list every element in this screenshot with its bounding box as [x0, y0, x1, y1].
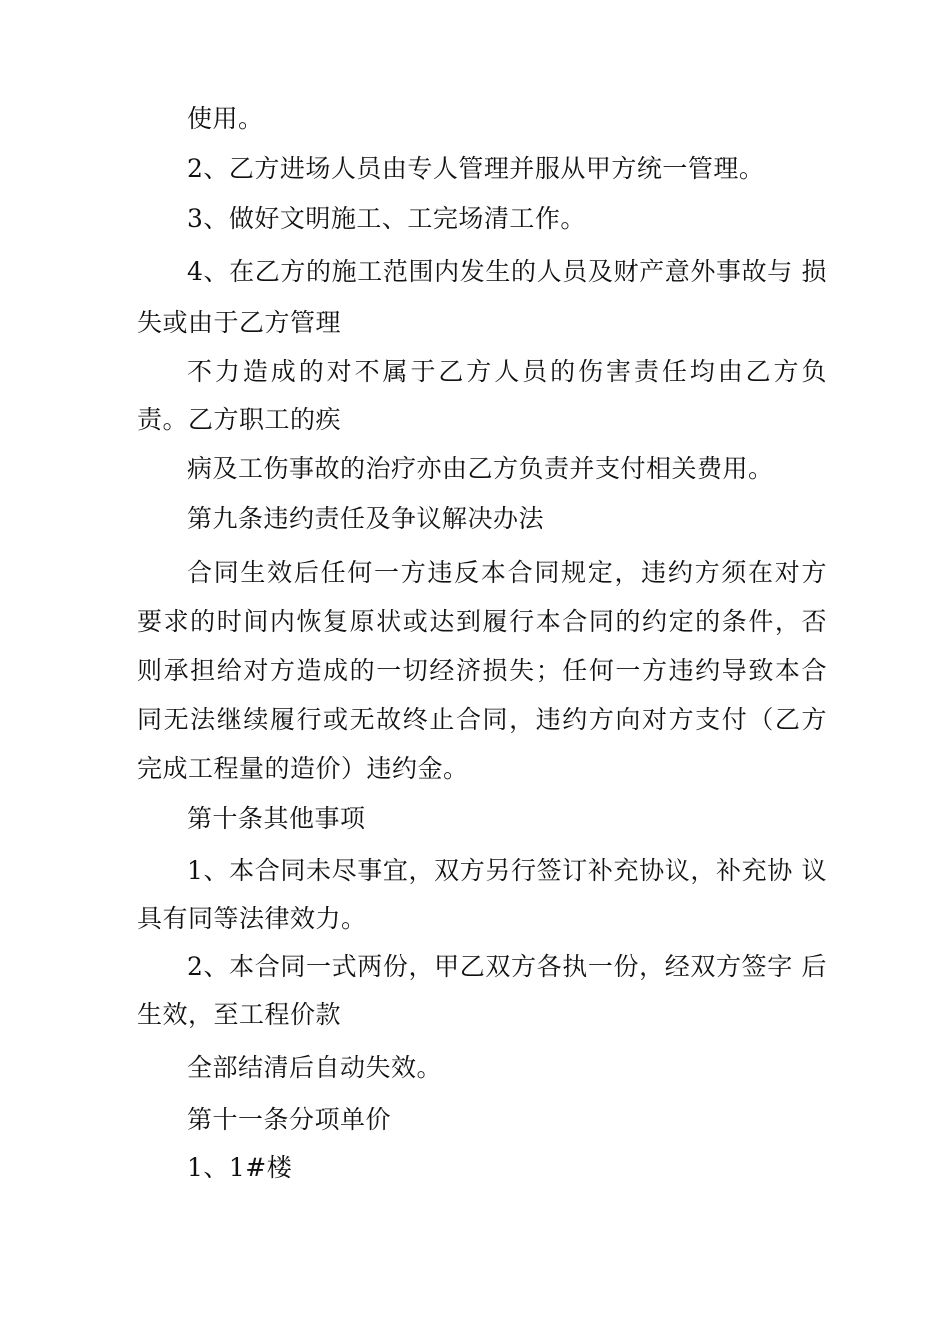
text-line: 4、在乙方的施工范围内发生的人员及财产意外事故与 损 [187, 257, 827, 286]
text-line: 同无法继续履行或无故终止合同，违约方向对方支付（乙方 [137, 705, 827, 734]
section-heading: 第十一条分项单价 [187, 1105, 392, 1134]
text-line: 失或由于乙方管理 [137, 308, 342, 337]
text-line: 具有同等法律效力。 [137, 904, 367, 933]
text-line: 2、乙方进场人员由专人管理并服从甲方统一管理。 [187, 154, 765, 183]
text-line: 使用。 [187, 104, 264, 133]
text-line: 责。乙方职工的疾 [137, 405, 342, 434]
text-line: 全部结清后自动失效。 [187, 1053, 443, 1082]
text-line: 2、本合同一式两份，甲乙双方各执一份，经双方签字 后 [187, 952, 827, 981]
text-line: 生效，至工程价款 [137, 1000, 342, 1029]
text-line: 1、1#楼 [187, 1153, 293, 1182]
text-line: 1、本合同未尽事宜，双方另行签订补充协议，补充协 议 [187, 856, 827, 885]
section-heading: 第九条违约责任及争议解决办法 [187, 504, 545, 533]
text-line: 3、做好文明施工、工完场清工作。 [187, 204, 586, 233]
text-line: 合同生效后任何一方违反本合同规定，违约方须在对方 [187, 558, 827, 587]
text-line: 不力造成的对不属于乙方人员的伤害责任均由乙方负 [187, 357, 827, 386]
text-line: 要求的时间内恢复原状或达到履行本合同的约定的条件，否 [137, 607, 827, 636]
text-line: 完成工程量的造价）违约金。 [137, 754, 469, 783]
section-heading: 第十条其他事项 [187, 804, 366, 833]
text-line: 则承担给对方造成的一切经济损失；任何一方违约导致本合 [137, 656, 827, 685]
text-line: 病及工伤事故的治疗亦由乙方负责并支付相关费用。 [187, 454, 774, 483]
